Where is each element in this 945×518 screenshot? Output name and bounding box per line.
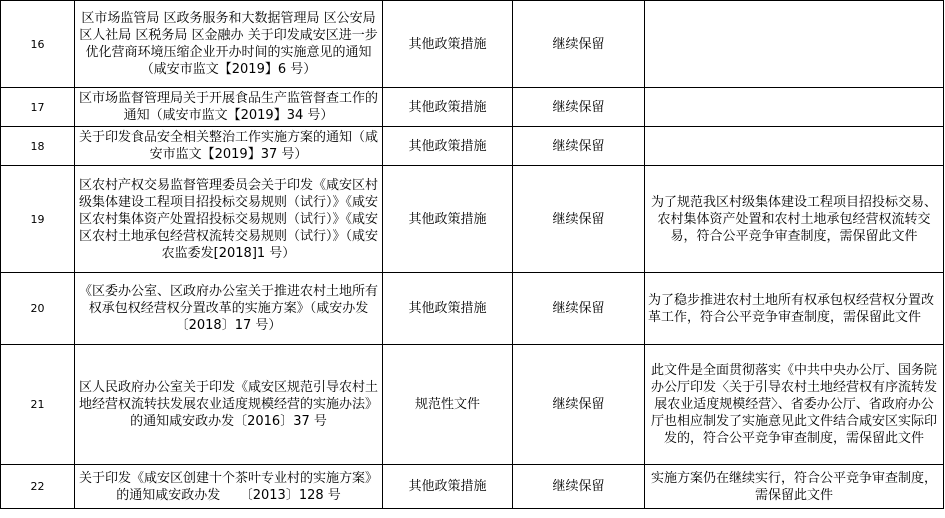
document-title: 《区委办公室、区政府办公室关于推进农村土地所有权承包权经营权分置改革的实施方案》（咸安办发〔2018〕17 号） bbox=[75, 273, 383, 345]
row-number: 21 bbox=[1, 345, 75, 465]
review-note: 为了稳步推进农村土地所有权承包权经营权分置改革工作，符合公平竞争审查制度，需保留此文件 bbox=[645, 273, 944, 345]
document-type: 其他政策措施 bbox=[383, 1, 513, 88]
review-note bbox=[645, 88, 944, 127]
row-number: 22 bbox=[1, 465, 75, 509]
row-number: 19 bbox=[1, 166, 75, 273]
document-title: 区人民政府办公室关于印发《咸安区规范引导农村土地经营权流转扶发展农业适度规模经营的实施办法》的通知咸安政办发〔2016〕37 号 bbox=[75, 345, 383, 465]
table-row bbox=[1, 345, 944, 465]
document-type: 其他政策措施 bbox=[383, 273, 513, 345]
review-result: 继续保留 bbox=[513, 345, 645, 465]
document-title: 关于印发《咸安区创建十个茶叶专业村的实施方案》的通知咸安政办发 〔2013〕128 号 bbox=[75, 465, 383, 509]
document-type: 其他政策措施 bbox=[383, 88, 513, 127]
document-title: 区农村产权交易监督管理委员会关于印发《咸安区村级集体建设工程项目招投标交易规则（试行）》《咸安区农村集体资产处置招投标交易规则（试行）》《咸安区农村土地承包经营权流转交易规则（试行）》（咸安农监委发[2018]1 号） bbox=[75, 166, 383, 273]
document-type: 规范性文件 bbox=[383, 345, 513, 465]
review-note: 为了规范我区村级集体建设工程项目招投标交易、农村集体资产处置和农村土地承包经营权流转交易，符合公平竞争审查制度，需保留此文件 bbox=[645, 166, 944, 273]
row-number: 16 bbox=[1, 1, 75, 88]
review-result: 继续保留 bbox=[513, 88, 645, 127]
document-title: 区市场监督管理局关于开展食品生产监管督查工作的通知（咸安市监文【2019】34 号） bbox=[75, 88, 383, 127]
review-result: 继续保留 bbox=[513, 465, 645, 509]
row-number: 20 bbox=[1, 273, 75, 345]
row-number: 18 bbox=[1, 127, 75, 166]
review-result: 继续保留 bbox=[513, 273, 645, 345]
table-row bbox=[1, 273, 944, 345]
document-type: 其他政策措施 bbox=[383, 465, 513, 509]
review-note bbox=[645, 1, 944, 88]
review-note: 此文件是全面贯彻落实《中共中央办公厅、国务院办公厅印发〈关于引导农村土地经营权有序流转发展农业适度规模经营〉、省委办公厅、省政府办公厅也相应制发了实施意见此文件结合咸安区实际印发的，符合公平竞争审查制度，需保留此文件 bbox=[645, 345, 944, 465]
review-result: 继续保留 bbox=[513, 127, 645, 166]
review-result: 继续保留 bbox=[513, 1, 645, 88]
document-title: 关于印发食品安全相关整治工作实施方案的通知（咸安市监文【2019】37 号） bbox=[75, 127, 383, 166]
document-type: 其他政策措施 bbox=[383, 166, 513, 273]
review-note: 实施方案仍在继续实行，符合公平竞争审查制度，需保留此文件 bbox=[645, 465, 944, 509]
table-row bbox=[1, 127, 944, 166]
document-title: 区市场监管局 区政务服务和大数据管理局 区公安局 区人社局 区税务局 区金融办 关于印发咸安区进一步优化营商环境压缩企业开办时间的实施意见的通知（咸安市监文【2019】6 号） bbox=[75, 1, 383, 88]
table-row bbox=[1, 166, 944, 273]
review-note bbox=[645, 127, 944, 166]
row-number: 17 bbox=[1, 88, 75, 127]
table-row bbox=[1, 465, 944, 509]
review-result: 继续保留 bbox=[513, 166, 645, 273]
table-row bbox=[1, 1, 944, 88]
table-row bbox=[1, 88, 944, 127]
document-type: 其他政策措施 bbox=[383, 127, 513, 166]
